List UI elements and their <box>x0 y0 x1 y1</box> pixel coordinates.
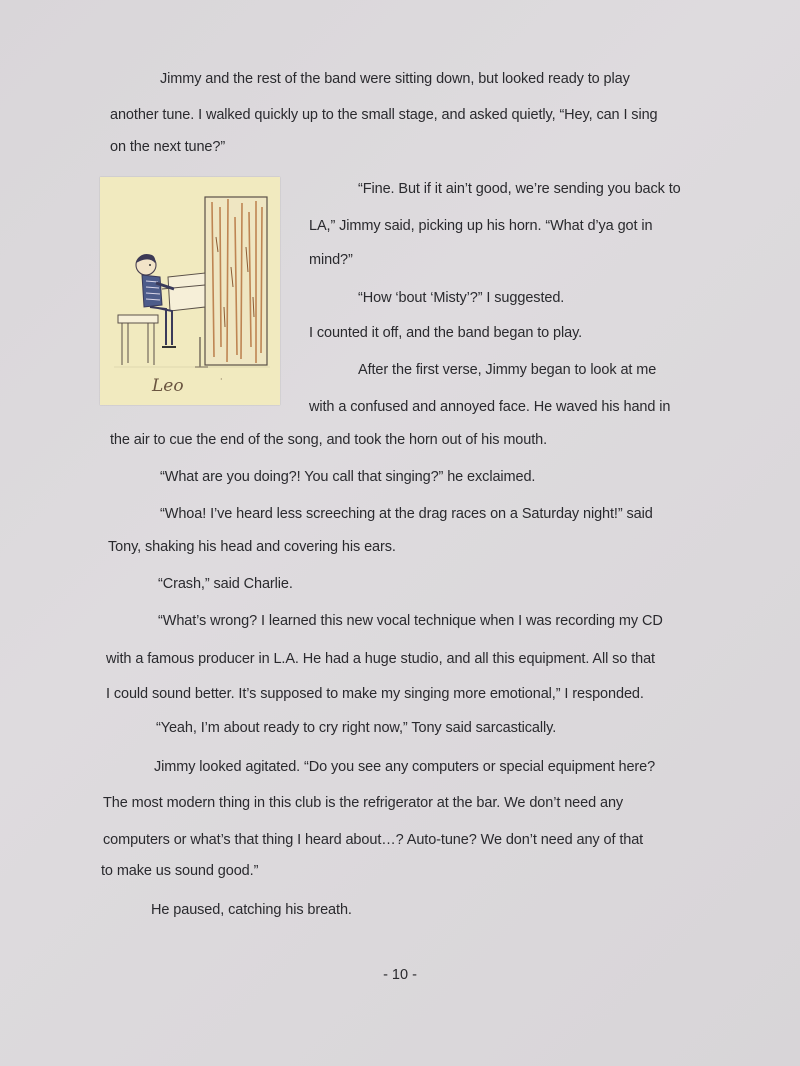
text-line: mind?” <box>309 252 353 268</box>
svg-text:·: · <box>220 375 223 384</box>
text-line: Jimmy and the rest of the band were sitting down, but looked ready to play <box>160 71 630 87</box>
text-line: with a confused and annoyed face. He waved his hand in <box>309 399 671 415</box>
text-line: on the next tune?” <box>110 139 226 155</box>
text-line: “Crash,” said Charlie. <box>158 576 293 592</box>
text-line: the air to cue the end of the song, and took the horn out of his mouth. <box>110 432 548 448</box>
text-line: After the first verse, Jimmy began to look at me <box>358 362 657 378</box>
text-line: “Fine. But if it ain’t good, we’re sending you back to <box>358 181 681 197</box>
text-line: “Yeah, I’m about ready to cry right now,” Tony said sarcastically. <box>156 720 557 736</box>
piano-illustration <box>100 177 280 405</box>
text-line: “Whoa! I’ve heard less screeching at the drag races on a Saturday night!” said <box>160 506 653 522</box>
text-line: Jimmy looked agitated. “Do you see any computers or special equipment here? <box>154 759 656 775</box>
text-line: LA,” Jimmy said, picking up his horn. “What d’ya got in <box>309 218 653 234</box>
text-line: “How ‘bout ‘Misty’?” I suggested. <box>358 290 565 306</box>
page-number: - 10 - <box>383 967 417 983</box>
text-line: Tony, shaking his head and covering his ears. <box>108 539 396 555</box>
text-line: “What are you doing?! You call that singing?” he exclaimed. <box>160 469 536 485</box>
text-line: I could sound better. It’s supposed to make my singing more emotional,” I responded. <box>106 686 644 702</box>
text-line: “What’s wrong? I learned this new vocal technique when I was recording my CD <box>158 613 663 629</box>
text-line: another tune. I walked quickly up to the small stage, and asked quietly, “Hey, can I sing <box>110 107 658 123</box>
text-line: computers or what’s that thing I heard about…? Auto-tune? We don’t need any of that <box>103 832 644 848</box>
boy-playing-piano-drawing <box>100 177 280 405</box>
text-line: He paused, catching his breath. <box>151 902 352 918</box>
text-line: I counted it off, and the band began to play. <box>309 325 583 341</box>
text-line: to make us sound good.” <box>101 863 259 879</box>
text-line: The most modern thing in this club is the refrigerator at the bar. We don’t need any <box>103 795 624 811</box>
artist-signature: Leo <box>152 376 184 396</box>
text-line: with a famous producer in L.A. He had a huge studio, and all this equipment. All so that <box>106 651 655 667</box>
